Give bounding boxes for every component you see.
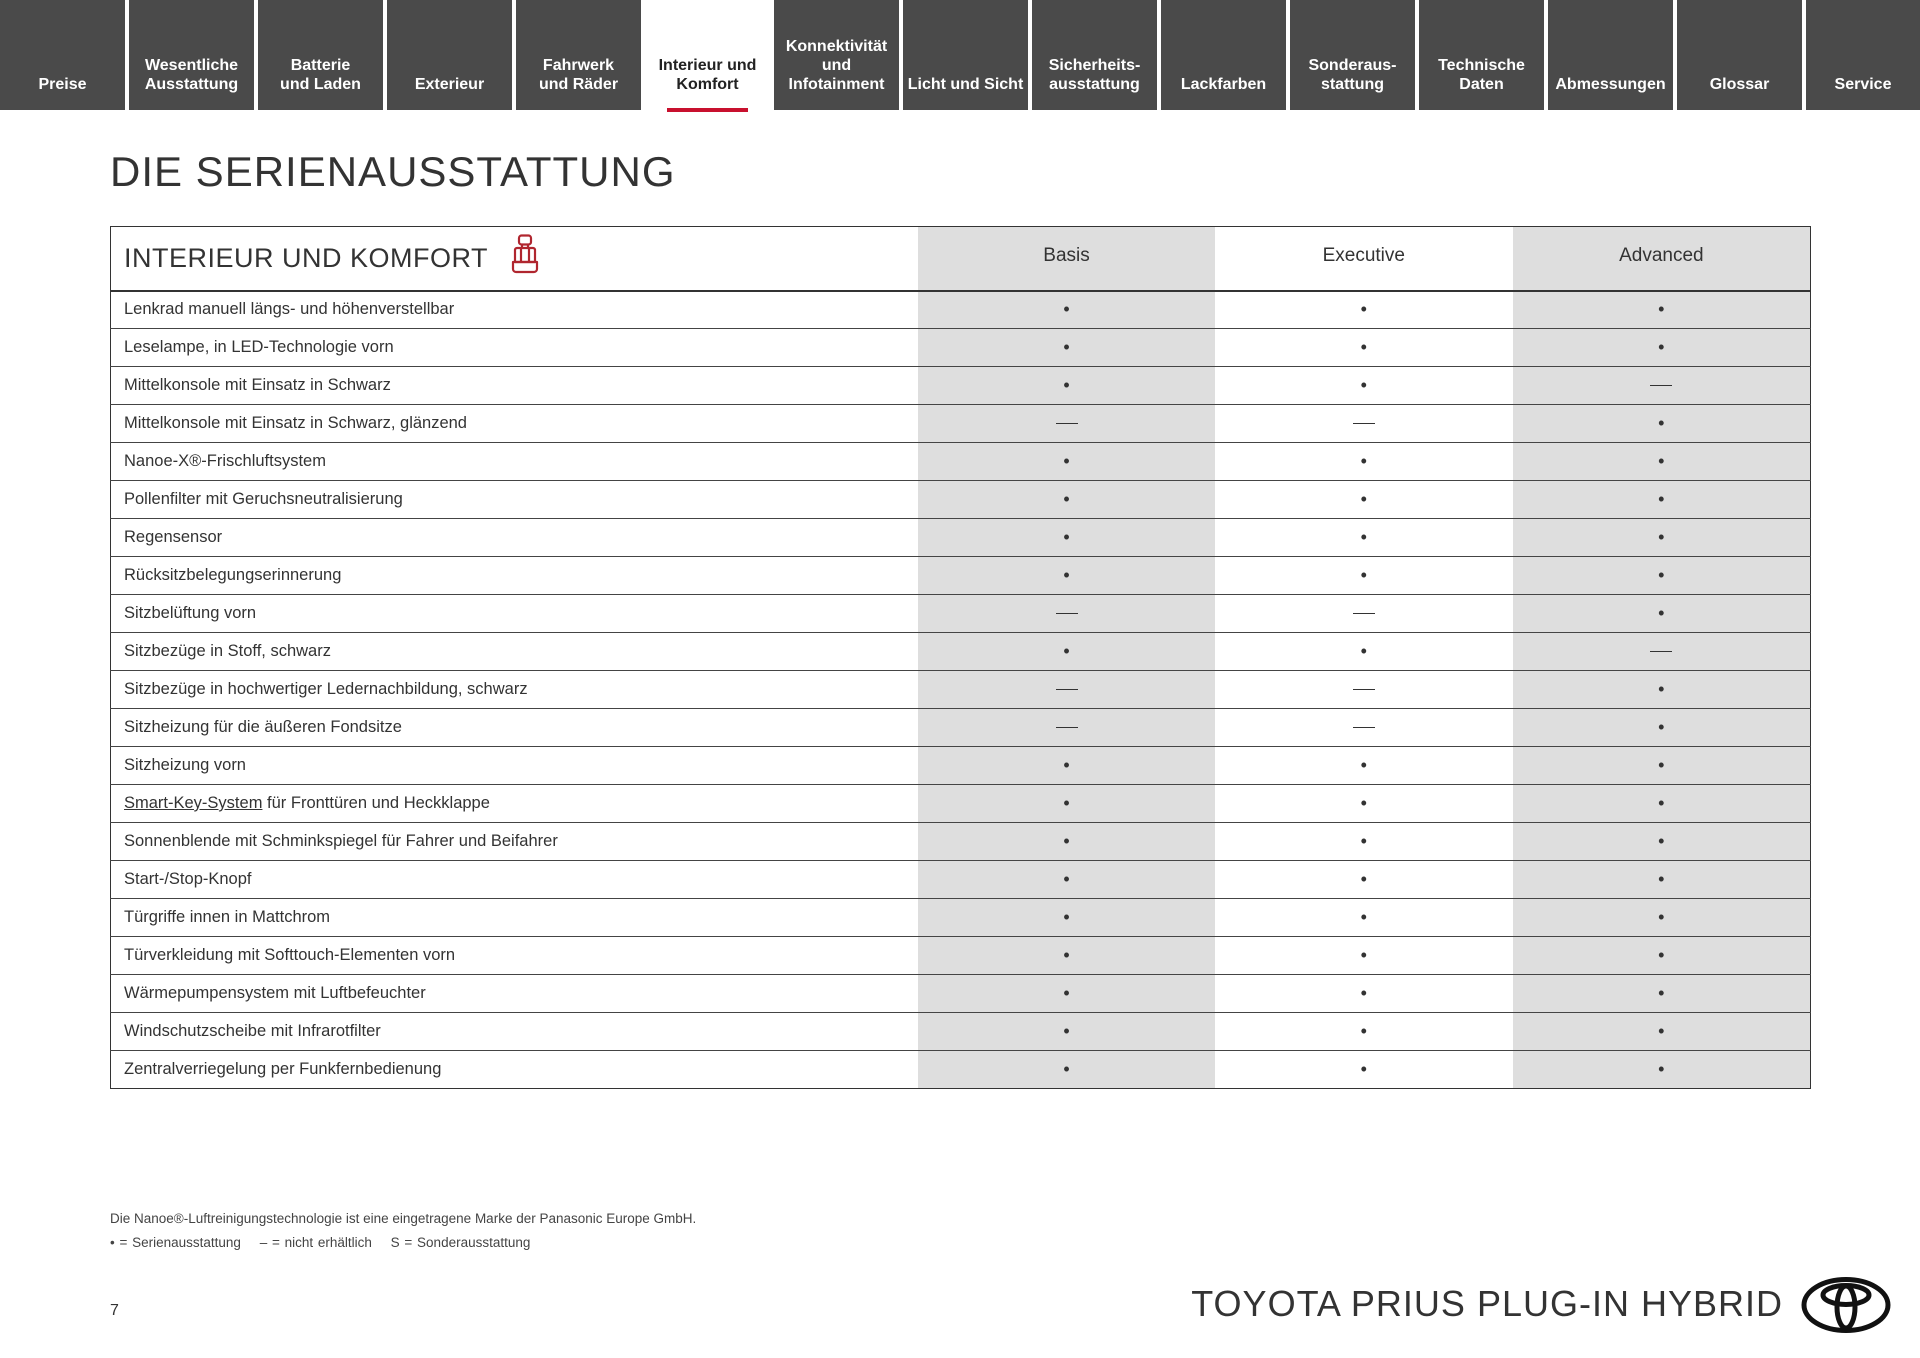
nav-tab-wesentliche-ausstattung[interactable] (129, 0, 254, 110)
table-row (111, 1051, 1811, 1089)
value-cell-advanced (1513, 937, 1811, 975)
feature-label: Sitzbezüge in hochwertiger Ledernachbildung, schwarz (124, 680, 528, 698)
not-available-mark (1650, 385, 1672, 386)
column-header-executive: Executive (1215, 227, 1513, 291)
standard-mark: • (1063, 488, 1070, 509)
standard-mark: • (1658, 450, 1665, 471)
value-cell-basis (918, 747, 1215, 785)
feature-cell (111, 975, 919, 1013)
feature-label: Sitzbelüftung vorn (124, 604, 257, 622)
standard-mark: • (1658, 830, 1665, 851)
value-cell-advanced (1513, 1013, 1811, 1051)
nav-tab-sonderaus-stattung[interactable] (1290, 0, 1415, 110)
value-cell-advanced (1513, 291, 1811, 329)
nav-tab-label: Sicherheits- ausstattung (1048, 57, 1141, 93)
nav-tab-label: Konnektivität und Infotainment (785, 38, 888, 93)
not-available-mark (1056, 727, 1078, 728)
value-cell-executive (1215, 367, 1513, 405)
feature-label: Regensensor (124, 528, 223, 546)
not-available-mark (1353, 727, 1375, 728)
standard-mark: • (1658, 488, 1665, 509)
feature-label: Türgriffe innen in Mattchrom (124, 908, 331, 926)
value-cell-executive (1215, 1051, 1513, 1089)
toyota-logo-icon (1800, 1276, 1892, 1334)
legend-not-available: – = nicht erhältlich (259, 1235, 372, 1250)
feature-cell (111, 747, 919, 785)
value-cell-basis (918, 291, 1215, 329)
feature-label: Sitzbezüge in Stoff, schwarz (124, 642, 331, 660)
value-cell-basis (918, 443, 1215, 481)
standard-mark: • (1658, 716, 1665, 737)
standard-mark: • (1658, 336, 1665, 357)
nav-tab-label: Technische Daten (1438, 57, 1525, 93)
value-cell-advanced (1513, 709, 1811, 747)
table-row (111, 1013, 1811, 1051)
value-cell-basis (918, 861, 1215, 899)
column-header-advanced: Advanced (1513, 227, 1811, 291)
feature-cell (111, 785, 919, 823)
section-title: INTERIEUR UND KOMFORT (124, 242, 489, 273)
standard-mark: • (1360, 564, 1367, 585)
page-title: DIE SERIENAUSSTATTUNG (110, 148, 676, 195)
value-cell-executive (1215, 671, 1513, 709)
table-row (111, 747, 1811, 785)
car-seat-icon (510, 234, 540, 283)
standard-mark: • (1360, 526, 1367, 547)
standard-mark: • (1360, 830, 1367, 851)
value-cell-executive (1215, 633, 1513, 671)
value-cell-basis (918, 481, 1215, 519)
value-cell-basis (918, 899, 1215, 937)
nav-tab-interieur-und-komfort[interactable] (645, 0, 770, 110)
nav-tab-label: Glossar (1709, 76, 1770, 93)
nav-tab-label: Fahrwerk und Räder (538, 57, 619, 93)
standard-mark: • (1063, 298, 1070, 319)
value-cell-advanced (1513, 1051, 1811, 1089)
standard-mark: • (1360, 450, 1367, 471)
feature-cell (111, 633, 919, 671)
standard-mark: • (1658, 298, 1665, 319)
glossary-link[interactable]: Smart-Key-System (124, 794, 263, 812)
value-cell-advanced (1513, 595, 1811, 633)
standard-mark: • (1063, 564, 1070, 585)
standard-mark: • (1063, 640, 1070, 661)
feature-cell (111, 1051, 919, 1089)
standard-mark: • (1360, 754, 1367, 775)
value-cell-basis (918, 1051, 1215, 1089)
legend-footnote (110, 1235, 544, 1250)
value-cell-basis (918, 823, 1215, 861)
value-cell-executive (1215, 899, 1513, 937)
standard-mark: • (1658, 754, 1665, 775)
feature-label: Mittelkonsole mit Einsatz in Schwarz (124, 376, 391, 394)
nav-tab-glossar[interactable] (1677, 0, 1802, 110)
table-row (111, 557, 1811, 595)
table-row (111, 899, 1811, 937)
value-cell-advanced (1513, 861, 1811, 899)
value-cell-basis (918, 367, 1215, 405)
value-cell-advanced (1513, 747, 1811, 785)
standard-mark: • (1063, 830, 1070, 851)
value-cell-executive (1215, 1013, 1513, 1051)
nav-tab-label: Lackfarben (1180, 76, 1267, 93)
feature-label: Leselampe, in LED-Technologie vorn (124, 338, 394, 356)
value-cell-advanced (1513, 975, 1811, 1013)
standard-mark: • (1360, 488, 1367, 509)
standard-mark: • (1063, 982, 1070, 1003)
not-available-mark (1056, 613, 1078, 614)
value-cell-basis (918, 709, 1215, 747)
feature-cell (111, 291, 919, 329)
feature-label: Sitzheizung für die äußeren Fondsitze (124, 718, 402, 736)
nav-tab-abmessungen[interactable] (1548, 0, 1673, 110)
table-row (111, 633, 1811, 671)
standard-mark: • (1360, 906, 1367, 927)
table-row (111, 291, 1811, 329)
standard-mark: • (1063, 906, 1070, 927)
feature-cell (111, 367, 919, 405)
standard-mark: • (1063, 374, 1070, 395)
feature-label: Lenkrad manuell längs- und höhenverstellbar (124, 300, 455, 319)
value-cell-basis (918, 329, 1215, 367)
table-row (111, 861, 1811, 899)
standard-mark: • (1063, 792, 1070, 813)
standard-mark: • (1658, 526, 1665, 547)
feature-cell (111, 823, 919, 861)
table-row (111, 785, 1811, 823)
legend-standard: • = Serienausstattung (110, 1235, 241, 1250)
feature-label: für Fronttüren und Heckklappe (267, 794, 490, 812)
not-available-mark (1056, 423, 1078, 424)
feature-label: Mittelkonsole mit Einsatz in Schwarz, glänzend (124, 414, 467, 432)
table-row (111, 709, 1811, 747)
value-cell-advanced (1513, 367, 1811, 405)
feature-label: Wärmepumpensystem mit Luftbefeuchter (124, 984, 426, 1002)
standard-mark: • (1658, 906, 1665, 927)
table-row (111, 595, 1811, 633)
value-cell-executive (1215, 937, 1513, 975)
value-cell-executive (1215, 861, 1513, 899)
nav-tab-batterie-und-laden[interactable] (258, 0, 383, 110)
feature-label: Sonnenblende mit Schminkspiegel für Fahrer und Beifahrer (124, 832, 558, 850)
value-cell-basis (918, 557, 1215, 595)
feature-label: Pollenfilter mit Geruchsneutralisierung (124, 490, 403, 508)
standard-mark: • (1360, 868, 1367, 889)
feature-label: Start-/Stop-Knopf (124, 870, 252, 888)
nav-tab-label: Service (1834, 76, 1892, 93)
nav-tab-konnektivität-und-infotainment[interactable] (774, 0, 899, 110)
nav-tab-label: Preise (38, 76, 87, 93)
nav-tab-fahrwerk-und-räder[interactable] (516, 0, 641, 110)
feature-cell (111, 937, 919, 975)
not-available-mark (1353, 423, 1375, 424)
standard-mark: • (1063, 526, 1070, 547)
legend-optional: S = Sonderausstattung (390, 1235, 531, 1250)
value-cell-basis (918, 975, 1215, 1013)
value-cell-executive (1215, 291, 1513, 329)
nav-tab-label: Exterieur (414, 76, 485, 93)
table-row (111, 481, 1811, 519)
feature-label: Windschutzscheibe mit Infrarotfilter (124, 1022, 381, 1040)
value-cell-advanced (1513, 519, 1811, 557)
feature-cell (111, 899, 919, 937)
table-row (111, 937, 1811, 975)
value-cell-executive (1215, 443, 1513, 481)
feature-label: Rücksitzbelegungserinnerung (124, 566, 342, 584)
nav-tab-lackfarben[interactable] (1161, 0, 1286, 110)
nav-tab-label: Interieur und Komfort (658, 57, 757, 93)
value-cell-basis (918, 405, 1215, 443)
brand-line: TOYOTA PRIUS PLUG-IN HYBRID (1191, 1283, 1783, 1324)
value-cell-basis (918, 937, 1215, 975)
value-cell-advanced (1513, 329, 1811, 367)
nav-tab-label: Abmessungen (1555, 76, 1666, 93)
not-available-mark (1056, 689, 1078, 690)
feature-cell (111, 1013, 919, 1051)
table-row (111, 367, 1811, 405)
value-cell-basis (918, 633, 1215, 671)
standard-mark: • (1063, 868, 1070, 889)
nav-tab-exterieur[interactable] (387, 0, 512, 110)
feature-cell (111, 861, 919, 899)
equipment-table (110, 226, 1811, 1089)
column-header-basis: Basis (918, 227, 1215, 291)
nav-tab-label: Sonderaus- stattung (1308, 57, 1397, 93)
top-navigation (0, 0, 1920, 110)
standard-mark: • (1658, 944, 1665, 965)
value-cell-executive (1215, 557, 1513, 595)
standard-mark: • (1360, 640, 1367, 661)
table-row (111, 443, 1811, 481)
standard-mark: • (1658, 868, 1665, 889)
table-header-row (111, 227, 1811, 291)
feature-cell (111, 709, 919, 747)
value-cell-advanced (1513, 899, 1811, 937)
value-cell-advanced (1513, 785, 1811, 823)
not-available-mark (1650, 651, 1672, 652)
feature-cell (111, 443, 919, 481)
table-row (111, 671, 1811, 709)
standard-mark: • (1063, 944, 1070, 965)
value-cell-basis (918, 671, 1215, 709)
standard-mark: • (1360, 944, 1367, 965)
standard-mark: • (1658, 1058, 1665, 1079)
standard-mark: • (1360, 1020, 1367, 1041)
standard-mark: • (1063, 336, 1070, 357)
value-cell-executive (1215, 329, 1513, 367)
table-row (111, 329, 1811, 367)
value-cell-executive (1215, 709, 1513, 747)
table-row (111, 823, 1811, 861)
feature-cell (111, 329, 919, 367)
feature-cell (111, 481, 919, 519)
page-number: 7 (110, 1302, 119, 1319)
standard-mark: • (1658, 1020, 1665, 1041)
table-row (111, 975, 1811, 1013)
standard-mark: • (1658, 412, 1665, 433)
feature-label: Zentralverriegelung per Funkfernbedienung (124, 1060, 442, 1078)
trademark-footnote: Die Nanoe®-Luftreinigungstechnologie ist eine eingetragene Marke der Panasonic Europe GmbH. (110, 1211, 697, 1226)
feature-label: Sitzheizung vorn (124, 756, 246, 774)
standard-mark: • (1063, 754, 1070, 775)
nav-tab-technische-daten[interactable] (1419, 0, 1544, 110)
not-available-mark (1353, 689, 1375, 690)
feature-cell (111, 557, 919, 595)
value-cell-executive (1215, 975, 1513, 1013)
standard-mark: • (1658, 678, 1665, 699)
value-cell-executive (1215, 823, 1513, 861)
feature-cell (111, 405, 919, 443)
value-cell-executive (1215, 747, 1513, 785)
nav-tab-label: Licht und Sicht (907, 76, 1024, 93)
standard-mark: • (1360, 982, 1367, 1003)
nav-tab-sicherheits-ausstattung[interactable] (1032, 0, 1157, 110)
value-cell-advanced (1513, 671, 1811, 709)
standard-mark: • (1658, 602, 1665, 623)
feature-cell (111, 519, 919, 557)
feature-cell (111, 671, 919, 709)
standard-mark: • (1360, 374, 1367, 395)
value-cell-basis (918, 519, 1215, 557)
value-cell-executive (1215, 785, 1513, 823)
value-cell-executive (1215, 519, 1513, 557)
value-cell-basis (918, 785, 1215, 823)
standard-mark: • (1658, 564, 1665, 585)
value-cell-advanced (1513, 633, 1811, 671)
feature-label: Nanoe-X®-Frischluftsystem (124, 452, 326, 470)
not-available-mark (1353, 613, 1375, 614)
nav-tab-label: Wesentliche Ausstattung (144, 57, 239, 93)
table-row (111, 405, 1811, 443)
standard-mark: • (1063, 1020, 1070, 1041)
feature-label: Türverkleidung mit Softtouch-Elementen vorn (124, 946, 456, 964)
standard-mark: • (1063, 1058, 1070, 1079)
standard-mark: • (1360, 792, 1367, 813)
table-row (111, 519, 1811, 557)
feature-cell (111, 595, 919, 633)
value-cell-basis (918, 1013, 1215, 1051)
nav-tab-licht-und-sicht[interactable] (903, 0, 1028, 110)
section-header (111, 227, 919, 291)
nav-tab-label: Batterie und Laden (280, 57, 361, 93)
value-cell-executive (1215, 481, 1513, 519)
nav-tab-preise[interactable] (0, 0, 125, 110)
value-cell-executive (1215, 595, 1513, 633)
nav-tab-service[interactable] (1806, 0, 1920, 110)
standard-mark: • (1360, 336, 1367, 357)
standard-mark: • (1658, 982, 1665, 1003)
value-cell-advanced (1513, 405, 1811, 443)
value-cell-advanced (1513, 823, 1811, 861)
standard-mark: • (1360, 298, 1367, 319)
value-cell-advanced (1513, 557, 1811, 595)
standard-mark: • (1063, 450, 1070, 471)
value-cell-advanced (1513, 443, 1811, 481)
value-cell-executive (1215, 405, 1513, 443)
value-cell-basis (918, 595, 1215, 633)
standard-mark: • (1658, 792, 1665, 813)
value-cell-advanced (1513, 481, 1811, 519)
standard-mark: • (1360, 1058, 1367, 1079)
